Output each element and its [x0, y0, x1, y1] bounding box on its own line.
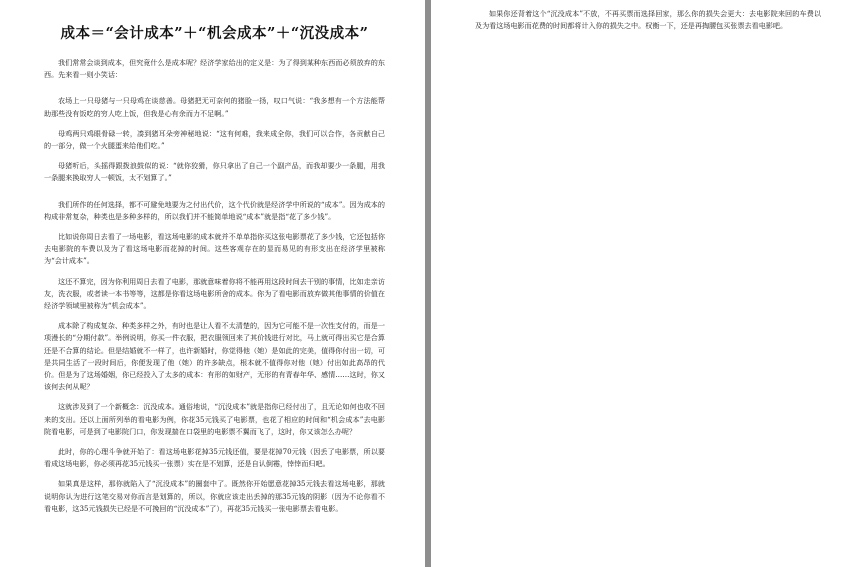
paragraph: 比如说你周日去看了一场电影，看这场电影的成本就并不单单指你买这张电影票花了多少钱，它还包括你去电影院的车费以及为了看这场电影而花掉的时间。这些客观存在的显而易见的有形支出在经济学里被称为“会计成本”。 — [44, 232, 385, 266]
paragraph: 这还不算完，因为你利用周日去看了电影，那就意味着你将不能再用这段时间去干别的事情，比如走亲访友，洗衣服，或者读一本书等等，这都是你看这场电影所舍的成本。你为了看电影而放弃做其他事情的价值在经济学领域里被称为“机会成本”。 — [44, 276, 385, 311]
paragraph: 我们所作的任何选择，都不可避免地要为之付出代价，这个代价就是经济学中所说的“成本”。因为成本的构成非常复杂，种类也是多种多样的，所以我们并不能简单地说“成本”就是指“花了多少钱”。 — [44, 199, 385, 221]
paragraph: 我们常常会谈到成本，但究竟什么是成本呢？经济学家给出的定义是：为了得到某种东西而必须放弃的东西。先来看一则小笑话： — [44, 58, 385, 80]
document-page-left — [0, 0, 425, 567]
paragraph: 这就涉及到了一个新概念：沉没成本。通俗地说，“沉没成本”就是指你已经付出了，且无论如何也收不回来的支出。还以上面所列举的看电影为例，你花35元钱买了电影票，也花了相应的时间和“机会成本”去电影院看电影，可是到了电影院门口，你发现揣在口袋里的电影票不翼而飞了，这时，你又该怎么办呢？ — [44, 402, 385, 436]
paragraph: 成本除了构成复杂、种类多样之外，有时也是让人看不太清楚的，因为它可能不是一次性支付的，而是一项漫长的“分期付款”。举例说明，你买一件衣服，把衣服领回来了其价钱进行对比，马上就可得出买它是合算还是不合算的结论。但是结婚就不一样了，也许新婚时，你觉得他（她）是如此的完美，值得你付出一切，可是共同生活了一段时间后，你便发现了他（她）的许多缺点，根本就不值得你对他（她）付出如此高昂的代价。但是为了这场婚姻，你已经投入了太多的成本：有形的如财产，无形的有青春年华、感情……这时，你又该何去何从呢？ — [44, 321, 385, 392]
paragraph: 如果真是这样，那你就陷入了“沉没成本”的圈套中了。既然你开始愿意花掉35元钱去看这场电影，那就说明你认为进行这笔交易对你而言是划算的，所以，你就应该走出丢掉的那35元钱的阴影（因为不论你看不看电影，这35元钱损失已经是不可挽回的“沉没成本”了），再花35元钱买一张电影票去看电影。 — [44, 479, 385, 513]
paragraph: 母猪听后，头摇得跟拨浪鼓似的说：“就你狡猾，你只拿出了自己一个副产品，而我却要少一条腿，用我一条腿来换取穷人一顿饭，太不划算了。” — [44, 161, 385, 183]
paragraph: 此时，你的心理斗争就开始了：看这场电影花掉35元钱还值，要是花掉70元钱（因丢了电影票，所以要看成这场电影，你必须再花35元钱买一张票）实在是不划算，还是自认倒霉，悻悻而归吧。 — [44, 447, 385, 469]
page-title: 成本＝“会计成本”＋“机会成本”＋“沉没成本” — [60, 25, 369, 42]
document-page-right — [431, 0, 861, 567]
paragraph: 母鸡两只鸡眼骨碌一转，凑到猪耳朵旁神秘地说：“这有何难，我来成全你，我们可以合作，各贡献自己的一部分，做一个火腿蛋来给他们吃。” — [44, 128, 385, 151]
paragraph: 农场上一只母猪与一只母鸡在谈慈善。母猪把无可奈何的猪脸一扬，叹口气说：“我多想有一个方法能帮助那些没有饭吃的穷人吃上饭，但我是心有余而力不足啊。” — [44, 96, 385, 118]
paragraph: 如果你还背着这个“沉没成本”不放，不再买票而选择回家，那么你的损失会更大：去电影院来回的车费以及为看这场电影而花费的时间都将计入你的损失之中。权衡一下，还是再掏腰包买张票去看电影吧。 — [475, 9, 821, 31]
